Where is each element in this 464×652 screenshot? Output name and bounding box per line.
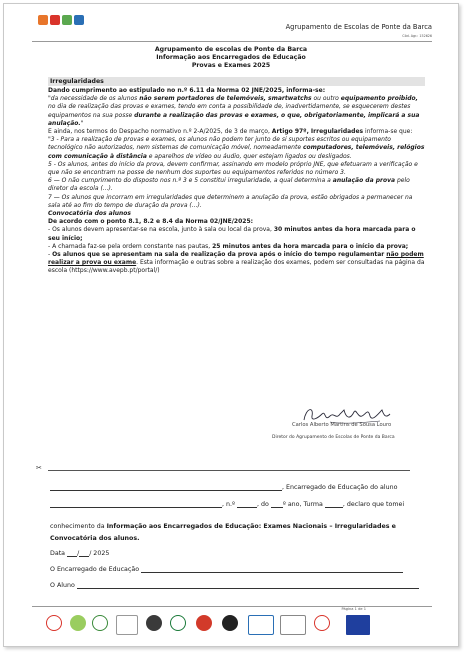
convocatoria-item-1 xyxy=(48,226,426,242)
footer-logos xyxy=(46,612,426,638)
portugal-2030-logo xyxy=(314,615,330,631)
article-point-6 xyxy=(48,177,426,193)
text-span: "3 - Para a realização de provas e exames, os alunos não podem ter junto de si suportes escritos ou equipamento tecnológico não autorizados, nem sistemas de comunicação móvel, nomeadamente xyxy=(48,136,391,152)
text-span: Artigo 97º, Irregularidades xyxy=(271,128,364,136)
text-span: anulação da prova xyxy=(332,177,396,185)
page-header xyxy=(32,12,434,42)
eco-escolas-logo xyxy=(46,615,62,631)
text-span: E ainda, nos termos do Despacho normativo n.º 2-A/2025, de 3 de março, xyxy=(48,128,272,136)
form-text: Convocatória dos alunos. xyxy=(50,535,140,542)
form-text: º ano, Turma xyxy=(282,501,323,508)
text-span: - Os alunos devem apresentar-se na escola, junto à sala ou local da prova, xyxy=(48,226,274,234)
desporto-logo xyxy=(146,615,162,631)
text-span: 6 — O não cumprimento do disposto nos n.º 3 e 5 constitui irregularidade, a qual determina a xyxy=(48,177,333,185)
page-number: Página 1 de 1 xyxy=(341,607,366,611)
text-span: . Esta informação e outras sobre a realização dos exames, podem ser consultadas na página da escola (https://www.avepb.pt/portal/) xyxy=(48,259,425,275)
eco-saude-logo xyxy=(92,615,108,631)
text-span: não podem realizar a prova ou exame xyxy=(48,251,424,267)
scissors-icon: ✂ xyxy=(36,464,42,472)
header-school-code: Cód. Agr.: 152626 xyxy=(402,34,432,38)
document-page xyxy=(3,3,459,647)
doc-title-line3: Provas e Exames 2025 xyxy=(191,62,271,69)
date-label: Data xyxy=(50,550,66,557)
text-span: "da necessidade de os alunos xyxy=(48,95,140,103)
logo-square-blue xyxy=(74,15,84,25)
form-text: / 2025 xyxy=(89,550,110,557)
cut-line xyxy=(36,464,410,472)
school-logo xyxy=(38,15,90,37)
text-span: " xyxy=(80,119,84,127)
form-line-student xyxy=(50,501,422,508)
cultura-logo xyxy=(196,615,212,631)
signature-block xyxy=(260,402,430,450)
convocatoria-intro: De acordo com o ponto 8.1, 8.2 e 8.4 da Norma 02/JNE/2025: xyxy=(48,218,254,226)
form-line-date xyxy=(50,550,422,557)
text-span: durante a realização das provas e exames, o que, obrigatoriamente, implicará a sua anulação. xyxy=(48,111,420,127)
footer-divider xyxy=(32,606,432,607)
doc-title-line1: Agrupamento de escolas de Ponte da Barca xyxy=(154,46,308,53)
section-heading: Irregularidades xyxy=(48,77,425,86)
ciencia-viva-logo xyxy=(248,615,274,635)
form-text: Informação aos Encarregados de Educação: Exames Nacionais – Irregularidades e xyxy=(106,523,396,530)
text-span: - xyxy=(48,251,53,259)
convocatoria-item-3 xyxy=(48,251,426,276)
signatory-role: Diretor do Agrupamento de Escolas de Ponte da Barca xyxy=(272,435,395,440)
form-line-acknowledge-2 xyxy=(50,535,422,542)
header-divider xyxy=(32,41,432,42)
date-day-field[interactable] xyxy=(67,550,80,557)
text-span: ou outro xyxy=(311,95,341,103)
convocatoria-heading: Convocatória dos alunos xyxy=(48,210,131,218)
sporting-logo xyxy=(170,615,186,631)
text-span: Os alunos que se apresentam na sala de realização da prova após o início do tempo regulamentar xyxy=(52,251,385,259)
form-text: , n.º xyxy=(222,501,235,508)
text-span: e aparelhos de vídeo ou áudio, quer estejam ligados ou desligados. xyxy=(146,152,352,160)
article-point-5: 5 - Os alunos, antes do início da prova, devem confirmar, assinando em modelo próprio JNE, que efetuaram a verificação e que não se encontram na posse de nenhum dos suportes ou equipamentos referidos no número 3. xyxy=(48,160,418,177)
form-text: , Encarregado de Educação do aluno xyxy=(282,484,398,491)
intro-paragraph: Dando cumprimento ao estipulado no n.º 6.11 da Norma 02 JNE/2025, informa-se: xyxy=(48,87,326,94)
article-point-7: 7 — Os alunos que incorram em irregularidades que determinem a anulação da prova, estão obrigados a permanecer na sala até ao fim do tempo de duração da prova (...). xyxy=(48,193,413,209)
text-span: - A chamada faz-se pela ordem constante nas pautas, xyxy=(48,242,213,250)
form-line-guardian xyxy=(50,484,422,491)
class-field[interactable] xyxy=(325,501,343,508)
eu-flag-logo xyxy=(346,615,370,635)
logo-square-red xyxy=(50,15,60,25)
text-span: computadores, telemóveis, relógios com comunicação à distância xyxy=(48,144,425,160)
year-field[interactable] xyxy=(271,501,283,508)
escola-saudavel-logo xyxy=(70,615,86,631)
text-span: 30 minutos antes da hora marcada para o seu início; xyxy=(48,226,416,242)
doc-title-line2: Informação aos Encarregados de Educação xyxy=(156,54,306,61)
text-span: informa-se que: xyxy=(363,128,413,136)
article-point-3 xyxy=(48,136,426,161)
guardian-signature-field[interactable] xyxy=(141,566,403,573)
despacho-paragraph xyxy=(48,128,426,136)
cut-line-rule xyxy=(48,470,410,471)
student-name-field[interactable] xyxy=(50,501,222,508)
form-line-acknowledge xyxy=(50,523,422,530)
convocatoria-item-2 xyxy=(48,243,426,251)
text-span: 25 minutos antes da hora marcada para o início da prova; xyxy=(212,242,409,250)
form-line-guardian-signature xyxy=(50,566,422,573)
norma-quote xyxy=(48,95,426,128)
form-text: , do xyxy=(256,501,269,508)
text-span: não serem portadores de telemóveis, smartwatchs xyxy=(139,95,312,103)
logo-square-green xyxy=(62,15,72,25)
text-span: pelo diretor da escola (...). xyxy=(48,177,410,193)
student-signature-field[interactable] xyxy=(77,582,419,589)
pessoas-2030-logo xyxy=(280,615,306,635)
form-text: , declaro que tomei xyxy=(342,501,405,508)
student-number-field[interactable] xyxy=(237,501,257,508)
form-text: conhecimento da xyxy=(50,523,107,530)
signatory-name: Carlos Alberto Martins de Sousa Louro xyxy=(292,422,392,428)
adn-logo xyxy=(222,615,238,631)
date-month-field[interactable] xyxy=(79,550,89,557)
student-signature-label: O Aluno xyxy=(50,582,75,589)
header-school-name: Agrupamento de Escolas de Ponte da Barca xyxy=(285,23,432,31)
form-line-student-signature xyxy=(50,582,422,589)
text-span: no dia de realização das provas e exames, tendo em conta a possibilidade de, inadvertidamente, se esquecerem destes equipamentos na sua posse xyxy=(48,103,411,119)
document-body xyxy=(48,87,426,276)
guardian-name-field[interactable] xyxy=(50,484,282,491)
text-span: equipamento proibido, xyxy=(340,95,418,103)
guardian-signature-label: O Encarregado de Educação xyxy=(50,566,140,573)
form-text: / xyxy=(77,550,80,557)
logo-square-orange xyxy=(38,15,48,25)
selo-escola-logo xyxy=(116,615,138,635)
